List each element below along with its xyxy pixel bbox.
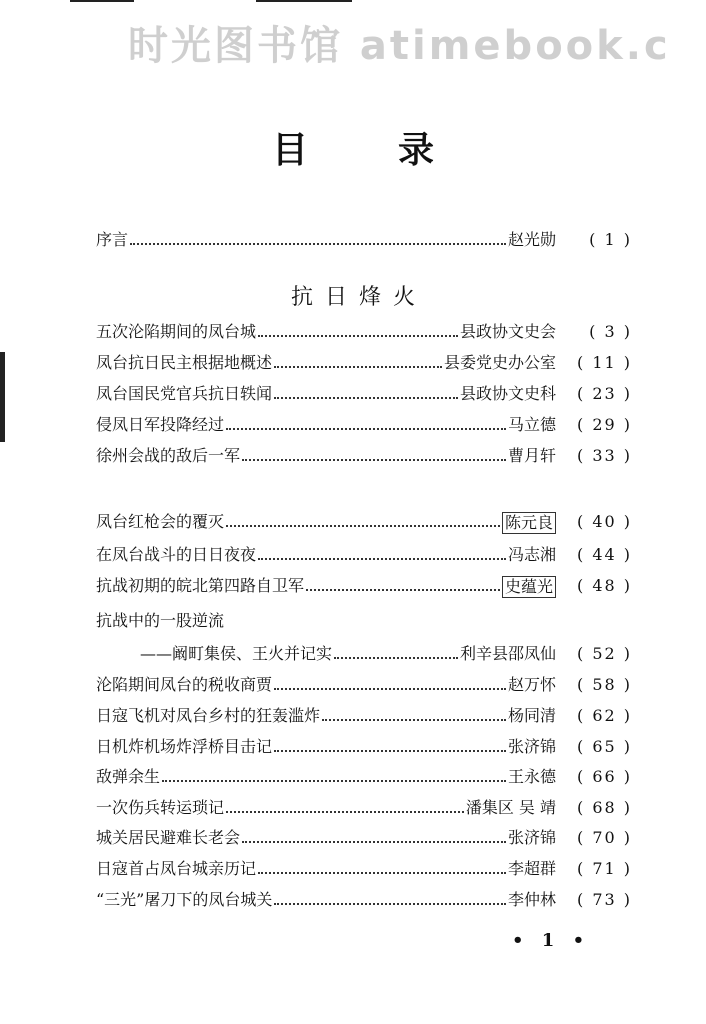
- toc-title: 在凤台战斗的日日夜夜: [96, 545, 257, 564]
- top-rule-right: [256, 0, 352, 2]
- toc-page: ( 40 ): [576, 512, 632, 531]
- dot-leader: [306, 589, 500, 591]
- toc-page: ( 70 ): [576, 828, 632, 847]
- watermark: 时光图书馆 atimebook.c: [128, 23, 671, 69]
- toc-entry-subtitle[interactable]: [140, 642, 632, 666]
- page-number: • 1 •: [512, 930, 591, 951]
- dot-leader: [226, 811, 464, 813]
- toc-entry[interactable]: [96, 888, 632, 912]
- toc-title: 抗战中的一股逆流: [96, 611, 225, 630]
- toc-author: 利辛县邵凤仙: [459, 644, 556, 663]
- toc-title: 日机炸机场炸浮桥目击记: [96, 737, 273, 756]
- toc-page: ( 71 ): [576, 859, 632, 878]
- toc-entry-preface[interactable]: [96, 228, 632, 252]
- dot-leader: [226, 428, 506, 430]
- page-title: 目录: [271, 129, 524, 171]
- toc-author: 县政协文史会: [459, 322, 556, 341]
- toc-entry[interactable]: [96, 796, 632, 820]
- toc-title: 日寇首占凤台城亲历记: [96, 859, 257, 878]
- toc-page: ( 11 ): [576, 353, 632, 372]
- toc-entry[interactable]: [96, 543, 632, 567]
- toc-page: ( 68 ): [576, 798, 632, 817]
- toc-title: 日寇飞机对凤台乡村的狂轰滥炸: [96, 706, 321, 725]
- toc-entry[interactable]: [96, 413, 632, 437]
- toc-page: ( 58 ): [576, 675, 632, 694]
- dot-leader: [242, 841, 506, 843]
- toc-title: 五次沦陷期间的凤台城: [96, 322, 257, 341]
- toc-page: ( 33 ): [576, 446, 632, 465]
- toc-entry[interactable]: [96, 765, 632, 789]
- toc-title: ——阚町集侯、王火并记实: [140, 644, 333, 663]
- toc-entry[interactable]: [96, 826, 632, 850]
- toc-entry[interactable]: [96, 574, 632, 598]
- dot-leader: [274, 903, 506, 905]
- toc-author: 王永德: [507, 767, 556, 786]
- toc-title: 沦陷期间凤台的税收商贾: [96, 675, 273, 694]
- toc-author: 马立德: [507, 415, 556, 434]
- dot-leader: [258, 558, 506, 560]
- dot-leader: [258, 872, 506, 874]
- toc-page: ( 29 ): [576, 415, 632, 434]
- toc-page: ( 48 ): [576, 576, 632, 595]
- toc-page: ( 3 ): [589, 322, 632, 341]
- toc-title: 序言: [96, 230, 129, 249]
- toc-title: 一次伤兵转运琐记: [96, 798, 225, 817]
- toc-author: 张济锦: [507, 828, 556, 847]
- toc-page: ( 1 ): [589, 230, 632, 249]
- toc-entry[interactable]: [96, 609, 224, 633]
- toc-title: 凤台抗日民主根据地概述: [96, 353, 273, 372]
- toc-entry[interactable]: [96, 510, 632, 534]
- dot-leader: [258, 335, 458, 337]
- toc-title: “三光”屠刀下的凤台城关: [96, 890, 273, 909]
- toc-page: ( 62 ): [576, 706, 632, 725]
- toc-author: 赵光勋: [507, 230, 556, 249]
- dot-leader: [334, 657, 458, 659]
- toc-page: ( 66 ): [576, 767, 632, 786]
- toc-author: 县政协文史科: [459, 384, 556, 403]
- top-rule-left: [70, 0, 134, 2]
- toc-author: 张济锦: [507, 737, 556, 756]
- dot-leader: [274, 397, 458, 399]
- toc-title: 城关居民避难长老会: [96, 828, 241, 847]
- dot-leader: [242, 459, 506, 461]
- toc-title: 敌弹余生: [96, 767, 161, 786]
- toc-entry[interactable]: [96, 673, 632, 697]
- toc-entry[interactable]: [96, 444, 632, 468]
- dot-leader: [130, 243, 506, 245]
- dot-leader: [322, 719, 506, 721]
- toc-title: 凤台红枪会的覆灭: [96, 512, 225, 531]
- toc-author: 李仲林: [507, 890, 556, 909]
- toc-entry[interactable]: [96, 704, 632, 728]
- toc-entry[interactable]: [96, 735, 632, 759]
- dot-leader: [274, 688, 506, 690]
- toc-entry[interactable]: [96, 382, 632, 406]
- toc-author: 冯志湘: [507, 545, 556, 564]
- toc-entry[interactable]: [96, 857, 632, 881]
- toc-page: ( 23 ): [576, 384, 632, 403]
- toc-page: ( 73 ): [576, 890, 632, 909]
- dot-leader: [274, 366, 442, 368]
- toc-page: ( 44 ): [576, 545, 632, 564]
- toc-title: 侵凤日军投降经过: [96, 415, 225, 434]
- toc-author: 曹月轩: [507, 446, 556, 465]
- toc-author: 潘集区 吴 靖: [465, 798, 556, 817]
- toc-author: 赵万怀: [507, 675, 556, 694]
- toc-title: 抗战初期的皖北第四路自卫军: [96, 576, 305, 595]
- dot-leader: [274, 750, 506, 752]
- toc-title: 徐州会战的敌后一军: [96, 446, 241, 465]
- dot-leader: [226, 525, 500, 527]
- toc-page: ( 52 ): [576, 644, 632, 663]
- section-heading: 抗日烽火: [290, 285, 427, 310]
- dot-leader: [162, 780, 506, 782]
- toc-author: 李超群: [507, 859, 556, 878]
- toc-entry[interactable]: [96, 351, 632, 375]
- scan-mark-left: [0, 352, 5, 442]
- toc-author: 县委党史办公室: [443, 353, 556, 372]
- toc-title: 凤台国民党官兵抗日轶闻: [96, 384, 273, 403]
- toc-author: 史蕴光: [502, 576, 556, 598]
- toc-author: 杨同清: [507, 706, 556, 725]
- toc-entry[interactable]: [96, 320, 632, 344]
- toc-author: 陈元良: [502, 512, 556, 534]
- toc-page: ( 65 ): [576, 737, 632, 756]
